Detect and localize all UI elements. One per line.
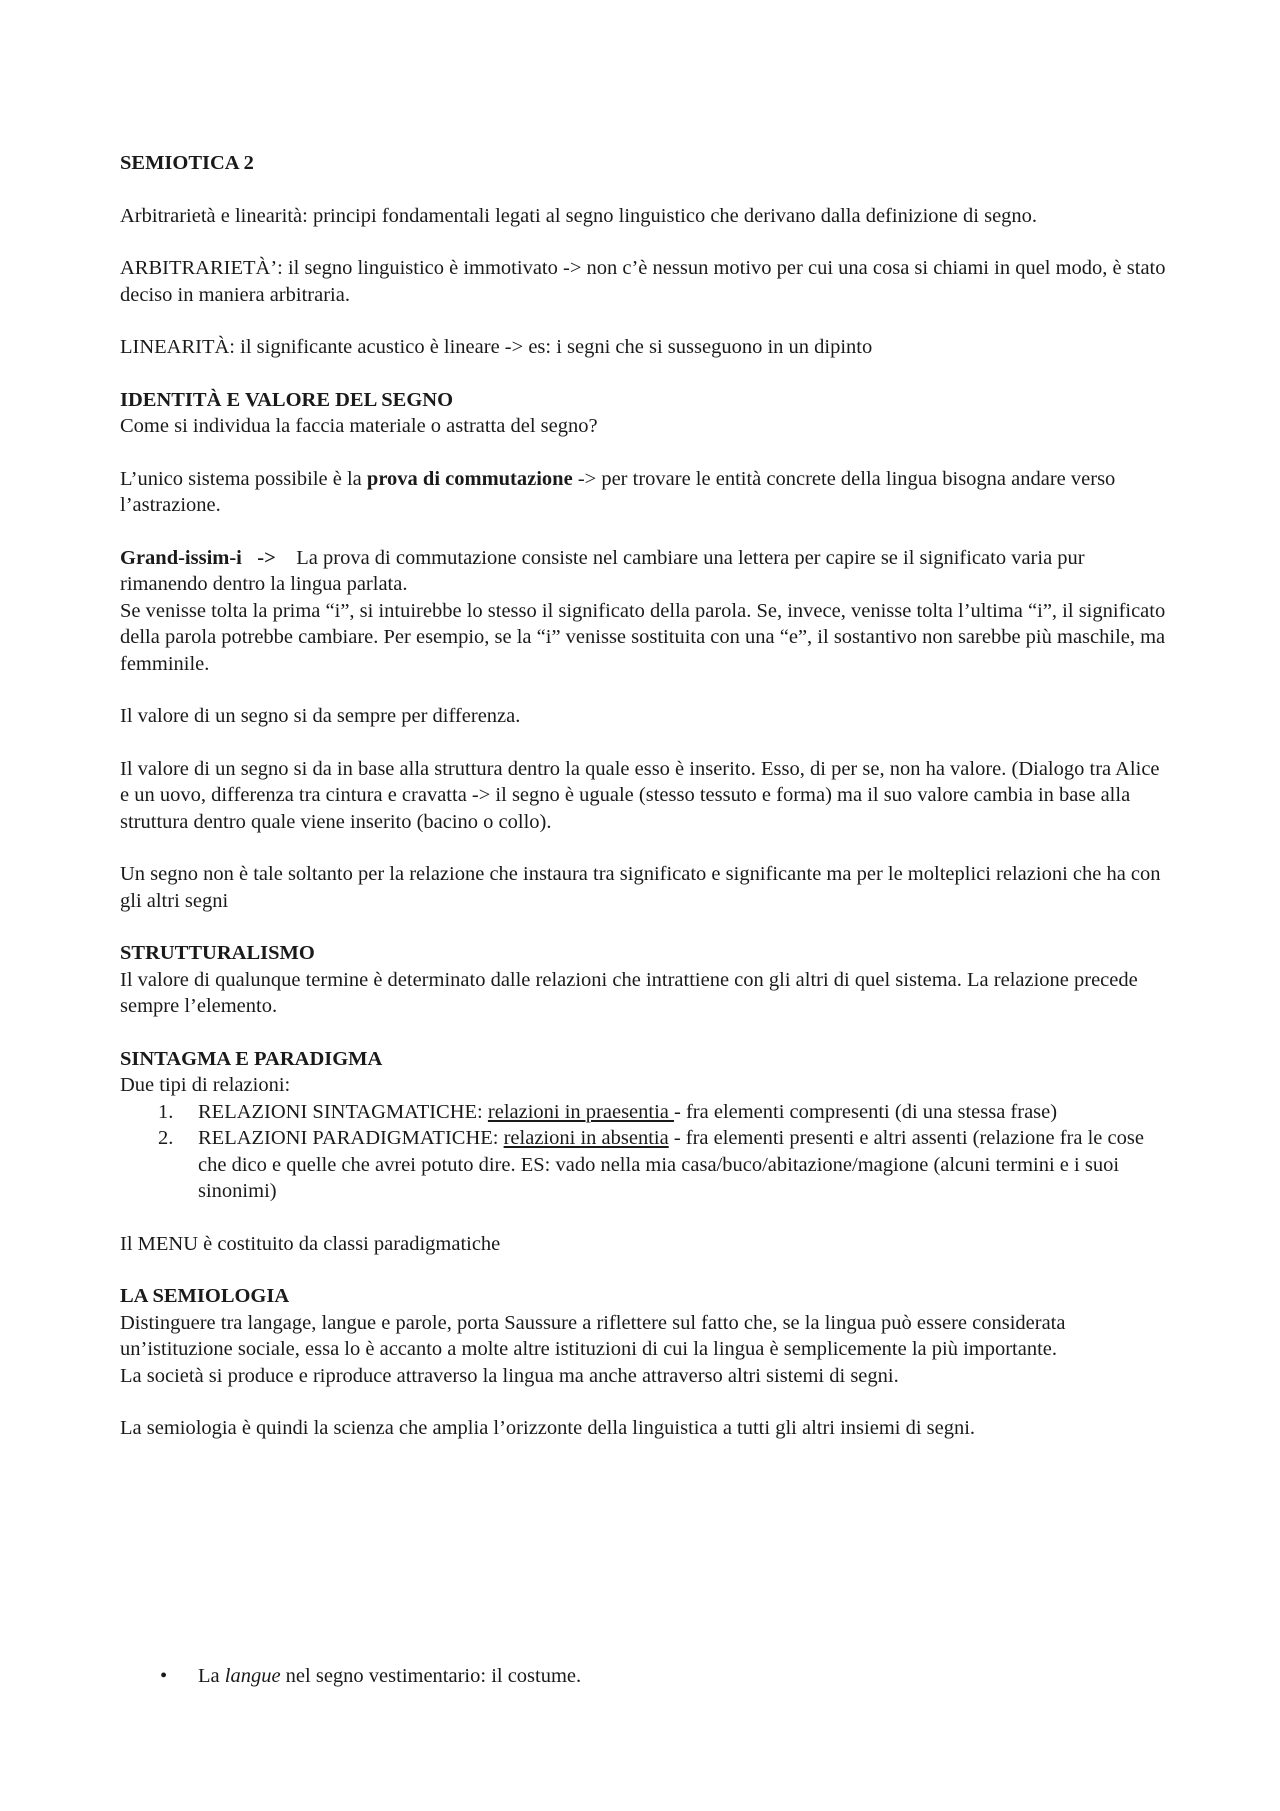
intro-paragraph: Arbitrarietà e linearità: principi fondamentali legati al segno linguistico che derivano dalla definizione di segno.: [120, 204, 1038, 227]
document-title: SEMIOTICA 2: [120, 152, 254, 174]
bullet-list-item: [120, 1663, 1170, 1690]
list-item: [120, 1099, 1170, 1126]
document-page: [120, 150, 1170, 1442]
semiologia-paragraph-2: La società si produce e riproduce attraverso la lingua ma anche attraverso altri sistemi di segni.: [120, 1364, 899, 1387]
list-item-underlined: relazioni in praesentia: [487, 1100, 675, 1123]
differenza-paragraph: Il valore di un segno si da sempre per differenza.: [120, 705, 521, 727]
identita-question: Come si individua la faccia materiale o astratta del segno?: [120, 415, 598, 437]
list-item-label: RELAZIONI SINTAGMATICHE:: [198, 1100, 488, 1123]
bullet-icon: •: [160, 1665, 168, 1687]
list-item-rest: - fra elementi presenti e altri assenti (relazione fra le cose che dico e quelle che avrei potuto dire. ES: vado nella mia casa/buco/abitazione/magione (alcuni termini e i suoi sinonimi): [198, 1127, 1144, 1202]
commutazione-text-before: L’unico sistema possibile è la: [120, 467, 367, 490]
arbitrarieta-paragraph: ARBITRARIETÀ’: il segno linguistico è immotivato -> non c’è nessun motivo per cui una cosa si chiami in quel modo, è stato deciso in maniera arbitraria.: [120, 257, 1166, 306]
example-continuation: Se venisse tolta la prima “i”, si intuirebbe lo stesso il significato della parola. Se, invece, venisse tolta l’ultima “i”, il significato della parola potrebbe cambiare. Per esempio, se la “i” venisse sostituita con una “e”, il sostantivo non sarebbe più maschile, ma femminile.: [120, 599, 1166, 675]
list-number: 1.: [158, 1100, 174, 1123]
sintagma-heading: SINTAGMA E PARADIGMA: [120, 1047, 383, 1070]
bullet-text-before: La: [198, 1665, 225, 1687]
menu-paragraph: Il MENU è costituito da classi paradigmatiche: [120, 1232, 501, 1255]
bullet-text-after: nel segno vestimentario: il costume.: [280, 1665, 582, 1687]
list-item-rest: - fra elementi compresenti (di una stessa frase): [674, 1100, 1058, 1123]
list-item: [120, 1125, 1170, 1205]
commutazione-paragraph: [120, 466, 1170, 519]
linearita-paragraph: LINEARITÀ: il significante acustico è lineare -> es: i segni che si susseguono in un dipinto: [120, 336, 873, 358]
list-item-underlined: relazioni in absentia: [503, 1127, 669, 1149]
example-bold-word: Grand-issim-i ->: [120, 546, 276, 569]
commutazione-bold-term: prova di commutazione: [366, 467, 573, 490]
semiologia-paragraph-3: La semiologia è quindi la scienza che amplia l’orizzonte della linguistica a tutti gli altri insiemi di segni.: [120, 1417, 976, 1439]
relations-list: [120, 1099, 1170, 1205]
example-text: La prova di commutazione consiste nel cambiare una lettera per capire se il significato varia pur rimanendo dentro la lingua parlata.: [120, 546, 1090, 595]
sintagma-intro: Due tipi di relazioni:: [120, 1074, 291, 1096]
strutturalismo-heading: STRUTTURALISMO: [120, 942, 315, 964]
semiologia-heading: LA SEMIOLOGIA: [120, 1285, 290, 1307]
relazioni-paragraph: Un segno non è tale soltanto per la relazione che instaura tra significato e significante ma per le molteplici relazioni che ha con gli altri segni: [120, 863, 1161, 912]
identita-heading: IDENTITÀ E VALORE DEL SEGNO: [120, 388, 454, 411]
struttura-paragraph: Il valore di un segno si da in base alla struttura dentro la quale esso è inserito. Esso, di per se, non ha valore. (Dialogo tra Alice e un uovo, differenza tra cintura e cravatta -> il segno è uguale (stesso tessuto e forma) ma il suo valore cambia in base alla struttura dentro quale viene inserito (bacino o collo).: [120, 757, 1160, 833]
commutazione-text-after: -> per trovare le entità concrete della lingua bisogna andare verso l’astrazione.: [120, 467, 1116, 516]
list-number: 2.: [158, 1127, 174, 1149]
example-paragraph: [120, 545, 1170, 598]
bullet-italic-term: langue: [224, 1665, 281, 1687]
semiologia-paragraph-1: Distinguere tra langage, langue e parole, porta Saussure a riflettere sul fatto che, se la lingua può essere considerata un’istituzione sociale, essa lo è accanto a molte altre istituzioni di cui la lingua è semplicemente la più importante.: [120, 1311, 1066, 1360]
list-item-label: RELAZIONI PARADIGMATICHE:: [198, 1127, 504, 1149]
strutturalismo-paragraph: Il valore di qualunque termine è determinato dalle relazioni che intrattiene con gli altri di quel sistema. La relazione precede sempre l’elemento.: [120, 968, 1138, 1017]
bullet-text: [120, 1663, 1170, 1690]
